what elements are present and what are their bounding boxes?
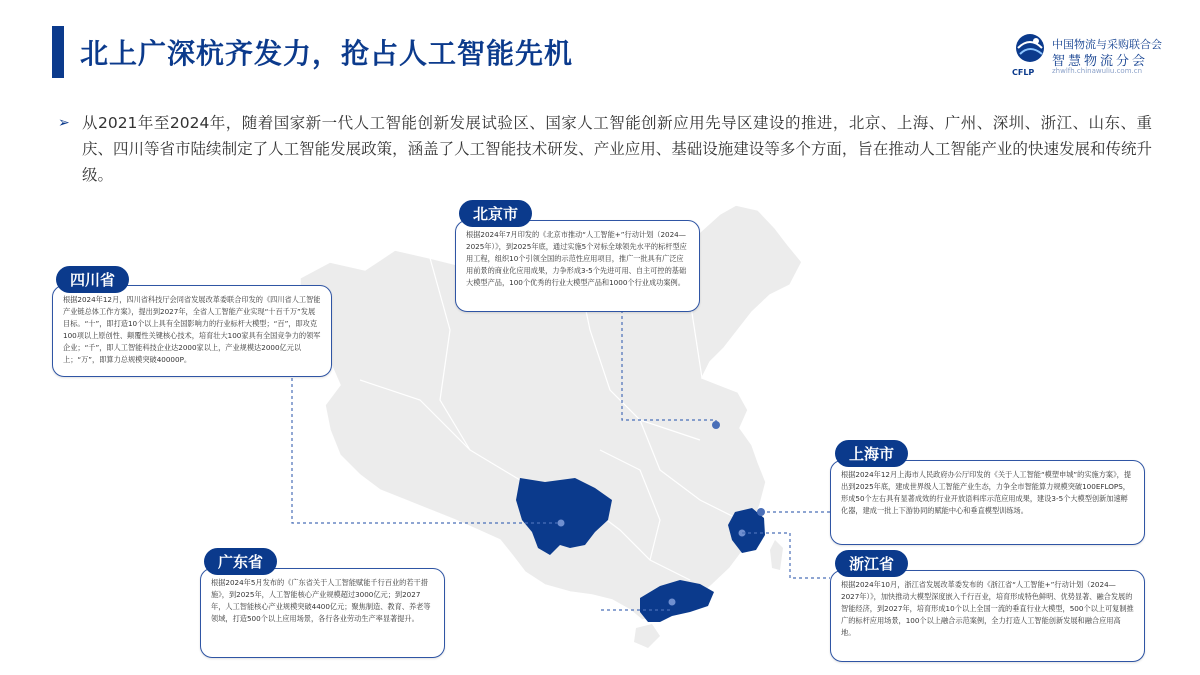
hainan-shape: [634, 624, 660, 648]
logo-org-name: 中国物流与采购联合会: [1052, 38, 1162, 51]
zhejiang-card: [830, 570, 1145, 662]
sichuan-text: 根据2024年12月，四川省科技厅会同省发展改革委联合印发的《四川省人工智能产业链总体工作方案》，提出到2027年，全省人工智能产业实现“十百千万”发展目标。“十”，即打造10个以上具有全国影响力的行业标杆大模型；“百”，即攻克100项以上原创性、颠覆性关键核心技术，培育壮大100家具有全国竞争力的领军企业；“千”，即人工智能科技企业达2000家以上，产业规模达2000亿元以上；“万”，即算力总规模突破40000P。: [63, 295, 321, 364]
page-title: 北上广深杭齐发力，抢占人工智能先机: [80, 37, 574, 70]
sichuan-card: [52, 285, 332, 377]
taiwan-shape: [770, 540, 783, 570]
beijing-text: 根据2024年7月印发的《北京市推动“人工智能+”行动计划（2024—2025年）》，到2025年底，通过实施5个对标全球领先水平的标杆型应用工程，组织10个引领全国的示范性应用项目，推广一批具有广泛应用前景的商业化应用成果，力争形成3-5个先进可用、自主可控的基础大模型产品，100个优秀的行业大模型产品和1000个行业成功案例。: [466, 230, 687, 287]
guangdong-text: 根据2024年5月发布的《广东省关于人工智能赋能千行百业的若干措施》，到2025年，人工智能核心产业规模超过3000亿元；到2027年，人工智能核心产业规模突破4400亿元；聚焦制造、教育、养老等领域，打造500个以上应用场景，各行各业劳动生产率显著提升。: [211, 578, 431, 623]
logo-abbr: CFLP: [1012, 68, 1035, 77]
beijing-card: [455, 220, 700, 312]
shanghai-card: [830, 460, 1145, 545]
zhejiang-label: 浙江省: [835, 550, 908, 577]
bullet-arrow-icon: ➢: [58, 115, 70, 131]
logo-url: zhwlfh.chinawuliu.com.cn: [1052, 67, 1143, 75]
logo-branch-name: 智慧物流分会: [1052, 54, 1149, 69]
shanghai-label: 上海市: [835, 440, 908, 467]
guangdong-marker: [669, 599, 676, 606]
beijing-label: 北京市: [459, 200, 532, 227]
zhejiang-text: 根据2024年10月，浙江省发展改革委发布的《浙江省“人工智能+”行动计划（2024—2027年）》，加快推动大模型深度嵌入千行百业，培育形成特色鲜明、优势显著、融合发展的智能经济，到2027年，培育形成10个以上全国一流的垂直行业大模型，500个以上可复制推广的标杆应用场景，100个以上融合示范案例，全力打造人工智能创新发展和融合应用高地。: [841, 580, 1134, 637]
sichuan-label: 四川省: [56, 266, 129, 293]
guangdong-card: [200, 568, 445, 658]
guangdong-label: 广东省: [204, 548, 277, 575]
shanghai-text: 根据2024年12月上海市人民政府办公厅印发的《关于人工智能“模塑申城”的实施方案》，提出到2025年底，建成世界级人工智能产业生态，力争全市智能算力规模突破100EFLOPS，形成50个左右具有显著成效的行业开放语料库示范应用成果，建设3-5个大模型创新加速孵化器，建成一批上下游协同的赋能中心和垂直模型训练场。: [841, 470, 1132, 515]
sichuan-marker: [558, 520, 565, 527]
intro-paragraph: 从2021年至2024年，随着国家新一代人工智能创新发展试验区、国家人工智能创新应用先导区建设的推进，北京、上海、广州、深圳、浙江、山东、重庆、四川等省市陆续制定了人工智能发展政策，涵盖了人工智能技术研发、产业应用、基础设施建设等多个方面，旨在推动人工智能产业的快速发展和传统升级。: [82, 114, 1152, 184]
